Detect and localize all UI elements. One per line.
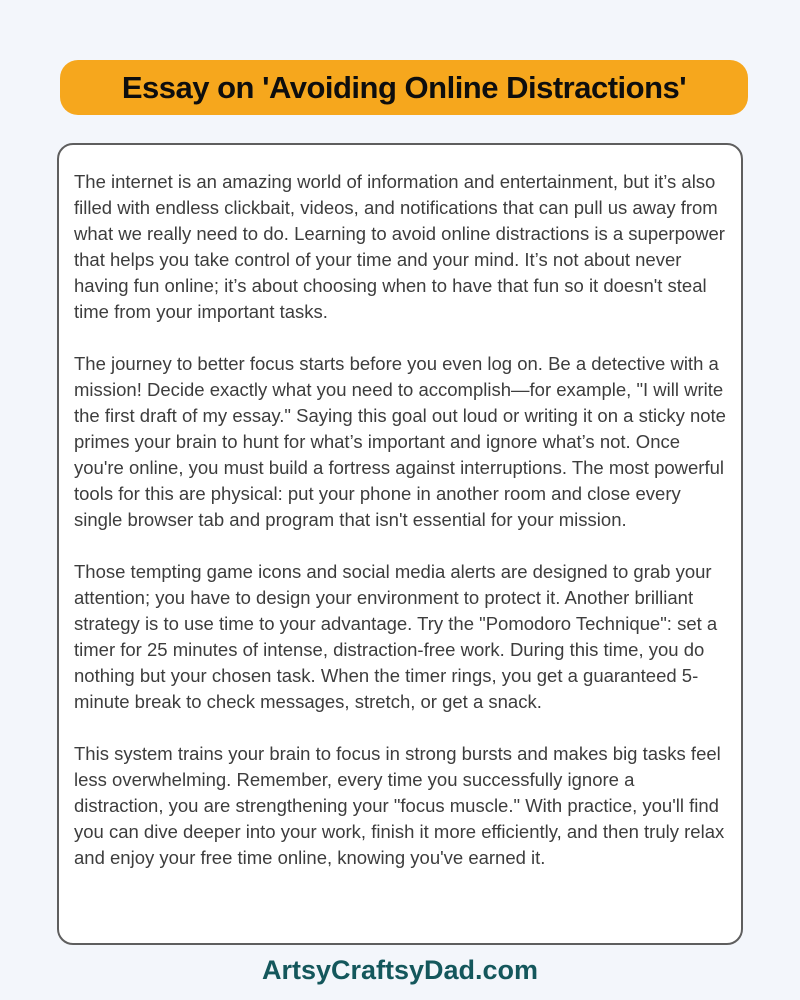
essay-card: [57, 143, 743, 945]
page-title: Essay on 'Avoiding Online Distractions': [121, 69, 687, 105]
essay-paragraph-3: Those tempting game icons and social media alerts are designed to grab your attention; you have to design your environment to protect it. Another brilliant strategy is to use time to your advantage. Try the "Pomodoro Technique": set a timer for 25 minutes of intense, distraction-free work. During this time, you do nothing but your chosen task. When the timer rings, you get a guaranteed 5-minute break to check messages, stretch, or get a snack.: [74, 561, 718, 712]
essay-paragraph-2: The journey to better focus starts before you even log on. Be a detective with a mission! Decide exactly what you need to accomplish—for example, "I will write the first draft of my essay." Saying this goal out loud or writing it on a sticky note primes your brain to hunt for what’s important and ignore what’s not. Once you're online, you must build a fortress against interruptions. The most powerful tools for this are physical: put your phone in another room and close every single browser tab and program that isn't essential for your mission.: [74, 353, 726, 530]
title-banner: [60, 60, 748, 115]
essay-paragraph-1: The internet is an amazing world of information and entertainment, but it’s also filled with endless clickbait, videos, and notifications that can pull us away from what we really need to do. Learning to avoid online distractions is a superpower that helps you take control of your time and your mind. It’s not about never having fun online; it’s about choosing when to have that fun so it doesn't steal time from your important tasks.: [74, 171, 725, 322]
essay-paragraph-4: This system trains your brain to focus in strong bursts and makes big tasks feel less overwhelming. Remember, every time you successfully ignore a distraction, you are strengthening your "focus muscle." With practice, you'll find you can dive deeper into your work, finish it more efficiently, and then truly relax and enjoy your free time online, knowing you've earned it.: [74, 743, 725, 868]
site-name: ArtsyCraftsyDad.com: [261, 955, 539, 985]
footer: [0, 955, 800, 986]
